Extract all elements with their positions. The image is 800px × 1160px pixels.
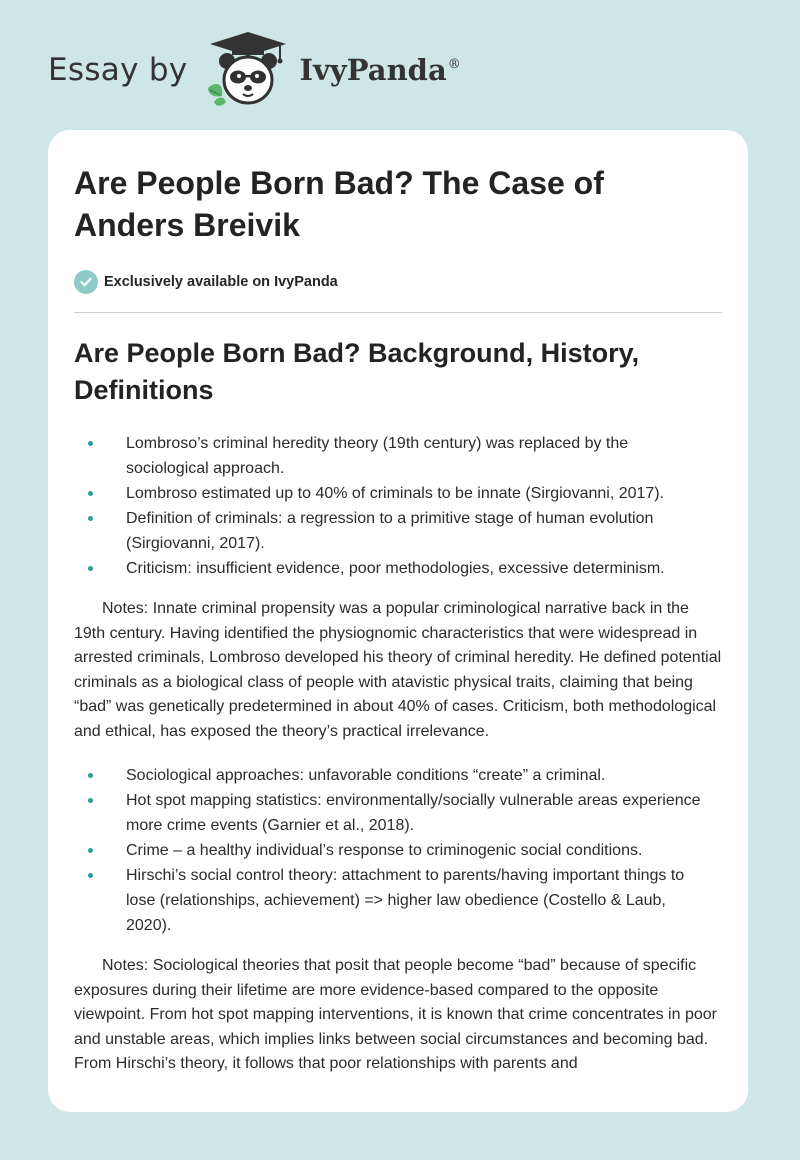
- exclusive-label: Exclusively available on IvyPanda: [104, 274, 338, 290]
- logo-brand-text: IvyPanda®: [299, 53, 461, 87]
- notes-paragraph-2: Notes: Sociological theories that posit that people become “bad” because of specific exposures during their lifetime are more evidence-based compared to the opposite viewpoint. From hot spot mapping interventions, it is known that crime concentrates in poor and unstable areas, which implies links between social circumstances and becoming bad. From Hirschi’s theory, it follows that poor relationships with parents and: [74, 957, 717, 1072]
- exclusive-badge: [74, 270, 722, 294]
- panda-graduate-icon: [202, 30, 294, 110]
- page-title: Are People Born Bad? The Case of Anders Breivik: [74, 165, 604, 243]
- essay-card: [48, 130, 748, 1112]
- bullet-list-2: [74, 763, 722, 938]
- bullet-list-1: [74, 431, 722, 581]
- list-item: Crime – a healthy individual’s response to criminogenic social conditions.: [74, 838, 722, 863]
- notes-paragraph-1: Notes: Innate criminal propensity was a popular criminological narrative back in the 19th century. Having identified the physiognomic characteristics that were widespread in arrested criminals, Lombroso developed his theory of criminal heredity. He defined potential criminals as a biological class of people with atavistic physical traits, claiming that being “bad” was genetically predetermined in about 40% of cases. Criticism, both methodological and ethical, has exposed the theory’s practical irrelevance.: [74, 600, 722, 740]
- logo-prefix-text: Essay by: [48, 52, 188, 88]
- list-item: Criticism: insufficient evidence, poor methodologies, excessive determinism.: [74, 556, 722, 581]
- list-item: Hirschi’s social control theory: attachment to parents/having important things to lose (relationships, achievement) => higher law obedience (Costello & Laub, 2020).: [74, 863, 722, 938]
- list-item: Hot spot mapping statistics: environmentally/socially vulnerable areas experience more crime events (Garnier et al., 2018).: [74, 788, 722, 838]
- list-item: Lombroso estimated up to 40% of criminals to be innate (Sirgiovanni, 2017).: [74, 481, 722, 506]
- list-item: Lombroso’s criminal heredity theory (19th century) was replaced by the sociological approach.: [74, 431, 722, 481]
- check-circle-icon: [74, 270, 98, 294]
- site-logo[interactable]: [48, 30, 461, 110]
- divider: [74, 312, 722, 313]
- list-item: Definition of criminals: a regression to a primitive stage of human evolution (Sirgiovanni, 2017).: [74, 506, 722, 556]
- section-heading: Are People Born Bad? Background, History, Definitions: [74, 338, 640, 405]
- list-item: Sociological approaches: unfavorable conditions “create” a criminal.: [74, 763, 722, 788]
